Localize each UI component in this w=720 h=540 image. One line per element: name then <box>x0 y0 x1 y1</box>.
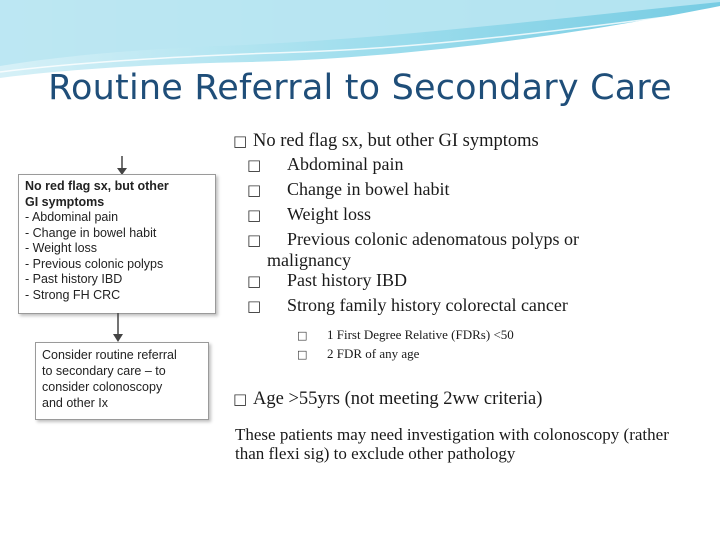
footnote-text: These patients may need investigation with colonoscopy (rather than flexi sig) to exclude other pathology <box>235 425 669 463</box>
slide-title: Routine Referral to Secondary Care <box>48 68 672 108</box>
checkbox-bullet-icon: □ <box>297 329 308 342</box>
flowchart-action-line: Consider routine referral <box>42 348 177 362</box>
flowchart-item: - Weight loss <box>25 241 98 255</box>
sub-bullet: □ Past history IBD <box>233 268 703 293</box>
sub-sub-bullet: □ 2 FDR of any age <box>233 345 703 364</box>
checkbox-bullet-icon: □ <box>297 348 308 361</box>
flowchart-action-line: to secondary care – to <box>42 364 166 378</box>
flowchart-item: - Abdominal pain <box>25 210 119 224</box>
flowchart-item: - Past history IBD <box>25 272 123 286</box>
flowchart-heading-line2: GI symptoms <box>25 194 105 209</box>
bullet-point-1: □ No red flag sx, but other GI symptoms <box>233 131 539 151</box>
checkbox-bullet-icon: □ <box>247 272 262 290</box>
checkbox-bullet-icon: □ <box>247 206 262 224</box>
sub-sub-bullet: □ 1 First Degree Relative (FDRs) <50 <box>233 326 703 345</box>
flowchart-action-line: and other Ix <box>42 396 109 410</box>
checkbox-bullet-icon: □ <box>247 181 262 199</box>
checkbox-bullet-icon: □ <box>233 132 248 150</box>
checkbox-bullet-icon: □ <box>247 156 262 174</box>
flowchart-item: - Strong FH CRC <box>25 287 121 302</box>
sub-bullet: □ Previous colonic adenomatous polyps or malignancy <box>247 229 579 270</box>
sub-bullet: □ Strong family history colorectal cancer <box>233 293 703 318</box>
bullet-point-2: □ Age >55yrs (not meeting 2ww criteria) <box>233 389 543 409</box>
flowchart-item: - Change in bowel habit <box>25 225 157 240</box>
sub-bullet: □ Weight loss <box>233 202 703 227</box>
flowchart-symptoms-box <box>18 174 216 314</box>
sub-bullet: □ Change in bowel habit <box>233 177 703 202</box>
flowchart-item: - Previous colonic polyps <box>25 256 164 271</box>
checkbox-bullet-icon: □ <box>247 231 262 249</box>
flowchart-action-line: consider colonoscopy <box>42 380 163 394</box>
bullet-list <box>233 130 703 410</box>
flowchart <box>16 150 231 430</box>
arrow-down-icon <box>112 313 124 343</box>
flowchart-heading-line1: No red flag sx, but other <box>25 179 169 193</box>
arrow-down-icon <box>116 156 128 176</box>
checkbox-bullet-icon: □ <box>233 390 248 408</box>
flowchart-action-box <box>35 342 209 420</box>
sub-bullet: □ Abdominal pain <box>233 152 703 177</box>
checkbox-bullet-icon: □ <box>247 297 262 315</box>
